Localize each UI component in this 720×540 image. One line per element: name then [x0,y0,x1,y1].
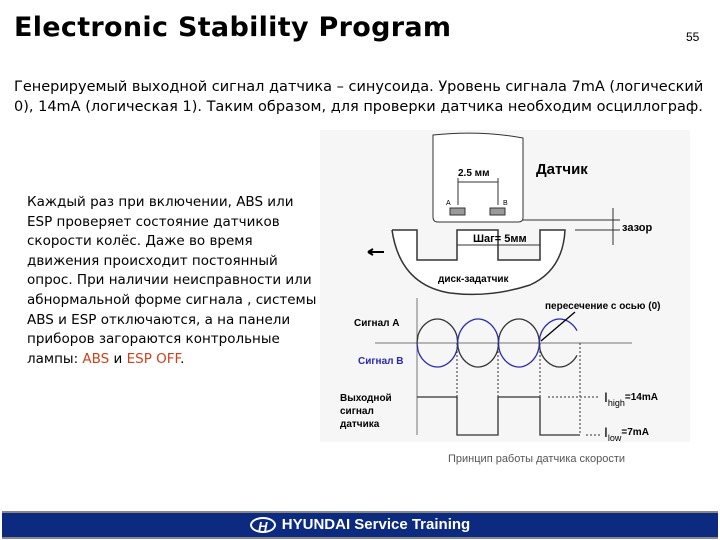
and-text: и [109,350,127,367]
abs-lamp: ABS [82,350,110,367]
i-high-label: $I_{high}^{=14mA}$ [604,389,658,408]
signal-a-label: Сигнал А [354,318,400,329]
hall-element-b [490,208,505,215]
page-title: Electronic Stability Program [14,12,452,43]
diagram-caption: Принцип работы датчика скорости [448,453,626,465]
sensor-diagram [320,130,700,470]
output-label-3: датчика [340,419,380,430]
page-number: 55 [686,30,700,44]
hall-element-a [450,208,465,215]
pitch-label: Шаг= 5мм [473,233,527,245]
i-low-label: $I_{low}^{=7mA}$ [604,424,649,443]
crossing-label: пересечение с осью (0) [545,301,661,312]
output-label-1: Выходной [340,393,392,404]
signal-b-label: Сигнал В [358,356,404,367]
spacing-label: 2.5 мм [458,168,490,179]
hyundai-logo-icon: H [250,517,276,533]
disc-label: диск-задатчик [438,274,509,285]
pin-a-label: A [446,200,451,207]
output-label-2: сигнал [340,406,374,417]
pin-b-label: B [503,200,508,207]
body-text [27,193,317,369]
sensor-label: Датчик [536,161,588,178]
intro-text: Генерируемый выходной сигнал датчика – синусоида. Уровень сигнала 7mA (логический 0), 14mA (логическая 1). Таким образом, для проверки датчика необходим осциллограф. [14,79,704,115]
esp-off-lamp: ESP OFF [126,350,181,367]
end-text: . [180,350,185,367]
footer-banner [2,511,718,539]
gap-label: зазор [622,222,653,234]
body-main: Каждый раз при включении, ABS или ESP проверяет состояние датчиков скорости колёс. Даже во время движения происходит постоянный опрос. При наличии неисправности или абнормальной форме сигнала , системы ABS и ESP отключаются, а на панели приборов загораются контрольные лампы: [27,194,317,367]
footer-text: HYUNDAI Service Training [281,516,471,533]
